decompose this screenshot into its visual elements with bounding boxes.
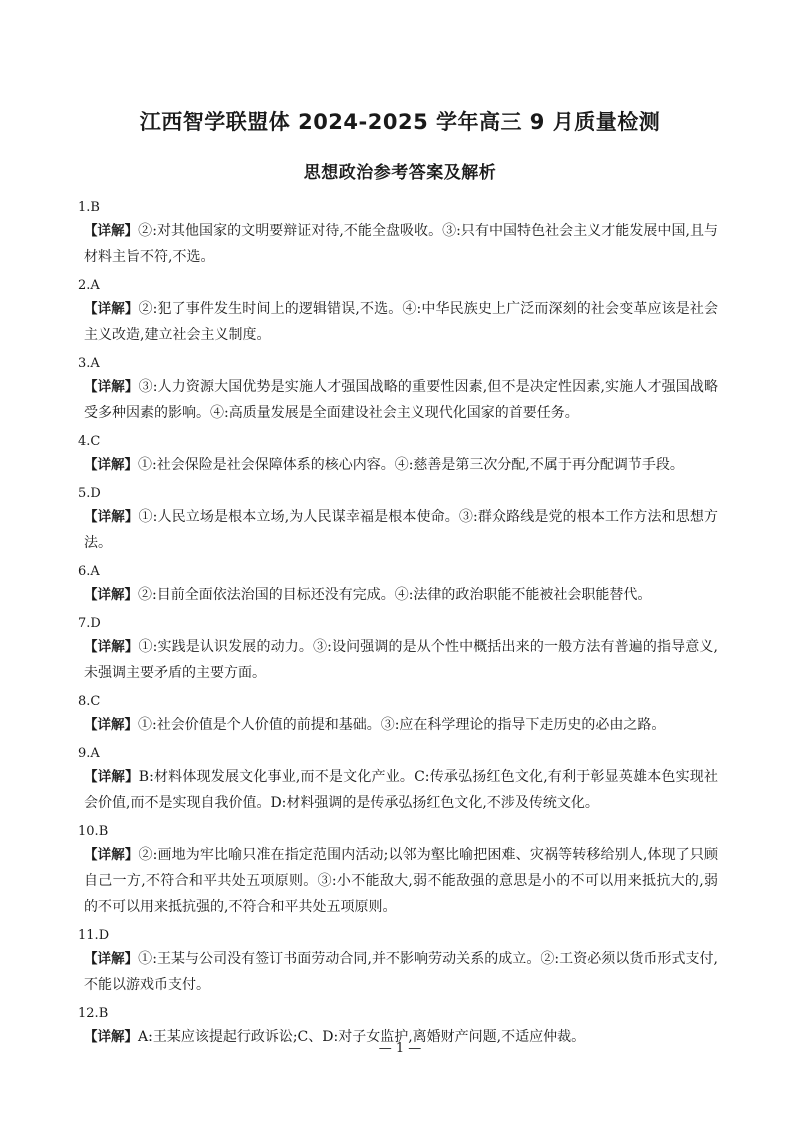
answer-letter: A — [90, 746, 100, 761]
answer-list — [78, 198, 718, 1050]
detail-tag: 【详解】 — [84, 379, 139, 395]
explanation-text: ①:社会保险是社会保障体系的核心内容。④:慈善是第三次分配,不属于再分配调节手段。 — [138, 457, 684, 473]
question-number: 6. — [78, 564, 91, 579]
explanation — [78, 764, 718, 816]
detail-tag: 【详解】 — [84, 717, 138, 733]
answer-letter: C — [90, 694, 101, 709]
answer-heading — [78, 744, 718, 764]
answer-letter: B — [98, 1006, 109, 1021]
explanation-text: ②:目前全面依法治国的目标还没有完成。④:法律的政治职能不能被社会职能替代。 — [138, 587, 652, 603]
detail-tag: 【详解】 — [84, 301, 139, 317]
answer-item-4 — [78, 432, 718, 478]
explanation-text: B:材料体现发展文化事业,而不是文化产业。C:传承弘扬红色文化,有利于彰显英雄本色实现社会价值,而不是实现自我价值。D:材料强调的是传承弘扬红色文化,不涉及传统文化。 — [84, 769, 718, 811]
detail-tag: 【详解】 — [84, 1029, 138, 1045]
question-number: 3. — [78, 356, 91, 371]
explanation — [78, 634, 718, 686]
answer-item-9 — [78, 744, 718, 816]
answer-letter: B — [90, 200, 100, 215]
explanation-text: ②:犯了事件发生时间上的逻辑错误,不选。④:中华民族史上广泛而深刻的社会变革应该是社会主义改造,建立社会主义制度。 — [84, 301, 718, 343]
detail-tag: 【详解】 — [84, 639, 139, 655]
detail-tag: 【详解】 — [84, 847, 139, 863]
answer-letter: D — [90, 616, 101, 631]
question-number: 7. — [78, 616, 91, 631]
answer-heading — [78, 822, 718, 842]
answer-letter: A — [90, 356, 100, 371]
detail-tag: 【详解】 — [84, 769, 139, 785]
explanation-text: ①:王某与公司没有签订书面劳动合同,并不影响劳动关系的成立。②:工资必须以货币形式支付,不能以游戏币支付。 — [84, 951, 719, 993]
answer-letter: D — [98, 928, 110, 943]
answer-item-7 — [78, 614, 718, 686]
document-title: 江西智学联盟体 2024-2025 学年高三 9 月质量检测 — [139, 110, 661, 134]
explanation-text: ③:人力资源大国优势是实施人才强国战略的重要性因素,但不是决定性因素,实施人才强国战略受多种因素的影响。④:高质量发展是全面建设社会主义现代化国家的首要任务。 — [84, 379, 718, 421]
answer-heading — [78, 1004, 718, 1024]
answer-heading — [78, 276, 718, 296]
explanation-text: ①:实践是认识发展的动力。③:设问强调的是从个性中概括出来的一般方法有普遍的指导意义,未强调主要矛盾的主要方面。 — [84, 639, 718, 681]
page-number: — 1 — — [378, 1041, 422, 1056]
explanation — [78, 582, 718, 608]
answer-heading — [78, 614, 718, 634]
answer-item-2 — [78, 276, 718, 348]
question-number: 8. — [78, 694, 91, 709]
explanation-text: ②:对其他国家的文明要辩证对待,不能全盘吸收。③:只有中国特色社会主义才能发展中国,且与材料主旨不符,不选。 — [84, 223, 719, 265]
answer-letter: A — [90, 564, 100, 579]
answer-letter: B — [98, 824, 109, 839]
explanation — [78, 946, 718, 998]
answer-heading — [78, 198, 718, 218]
answer-letter: A — [90, 278, 100, 293]
question-number: 9. — [78, 746, 91, 761]
explanation — [78, 842, 718, 920]
answer-heading — [78, 562, 718, 582]
answer-item-6 — [78, 562, 718, 608]
question-number: 1. — [78, 200, 91, 215]
answer-item-11 — [78, 926, 718, 998]
answer-heading — [78, 692, 718, 712]
explanation-text: ②:画地为牢比喻只准在指定范围内活动;以邻为壑比喻把困难、灾祸等转移给别人,体现了只顾自己一方,不符合和平共处五项原则。③:小不能敌大,弱不能敌强的意思是小的不可以用来抵抗大的,弱的不可以用来抵抗强的,不符合和平共处五项原则。 — [84, 847, 718, 915]
question-number: 10. — [78, 824, 99, 839]
explanation — [78, 296, 718, 348]
explanation-text: ①:社会价值是个人价值的前提和基础。③:应在科学理论的指导下走历史的必由之路。 — [138, 717, 666, 733]
answer-item-3 — [78, 354, 718, 426]
answer-letter: C — [90, 434, 101, 449]
question-number: 5. — [78, 486, 91, 501]
answer-heading — [78, 484, 718, 504]
question-number: 11. — [78, 928, 99, 943]
question-number: 2. — [78, 278, 91, 293]
explanation-text: ①:人民立场是根本立场,为人民谋幸福是根本使命。③:群众路线是党的根本工作方法和思想方法。 — [84, 509, 718, 551]
answer-heading — [78, 432, 718, 452]
explanation — [78, 712, 718, 738]
answer-heading — [78, 926, 718, 946]
answer-letter: D — [90, 486, 101, 501]
answer-item-10 — [78, 822, 718, 920]
answer-item-5 — [78, 484, 718, 556]
detail-tag: 【详解】 — [84, 509, 139, 525]
explanation — [78, 452, 718, 478]
explanation — [78, 504, 718, 556]
question-number: 12. — [78, 1006, 99, 1021]
document-subtitle: 思想政治参考答案及解析 — [303, 163, 497, 183]
answer-item-8 — [78, 692, 718, 738]
explanation — [78, 374, 718, 426]
explanation — [78, 218, 718, 270]
answer-heading — [78, 354, 718, 374]
answer-item-1 — [78, 198, 718, 270]
detail-tag: 【详解】 — [84, 223, 139, 239]
detail-tag: 【详解】 — [84, 457, 138, 473]
detail-tag: 【详解】 — [84, 951, 139, 967]
question-number: 4. — [78, 434, 91, 449]
detail-tag: 【详解】 — [84, 587, 138, 603]
explanation-text: A:王某应该提起行政诉讼;C、D:对子女监护,离婚财产问题,不适应仲裁。 — [138, 1029, 586, 1045]
